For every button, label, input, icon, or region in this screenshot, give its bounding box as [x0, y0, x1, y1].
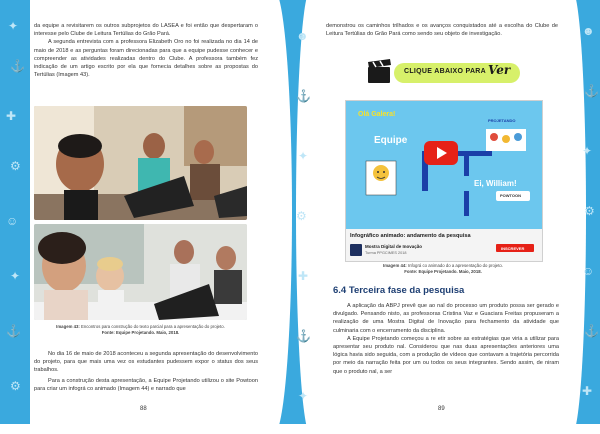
video-team-label: Equipe	[374, 135, 408, 146]
video-title[interactable]: Infográfico animado: andamento da pesquisa	[350, 233, 471, 239]
anchor-icon: ⚓	[296, 89, 311, 103]
video-embed[interactable]	[345, 100, 543, 262]
right-intro-text	[326, 22, 558, 38]
anchor-icon: ⚓	[584, 84, 599, 98]
puzzle-icon: ✚	[582, 384, 593, 398]
star-icon: ✦	[10, 269, 21, 283]
anchor-icon: ⚓	[10, 59, 25, 73]
subscribe-label: INSCREVER	[501, 245, 525, 251]
gear-icon: ⚙	[584, 204, 595, 218]
image-44-caption	[345, 263, 541, 274]
right-section-text	[333, 302, 559, 376]
photo-team-meeting-2-illustration	[34, 224, 247, 320]
video-ei-william: Ei, William!	[474, 179, 517, 188]
puzzle-icon: ✚	[6, 109, 17, 123]
left-page	[30, 0, 266, 424]
left-intro-text	[34, 22, 258, 79]
smile-icon: ☺	[6, 214, 19, 228]
anchor-icon: ⚓	[296, 329, 311, 343]
left-paragraph-2: A segunda entrevista com a professora Elizabeth Oro no foi realizada no dia 14 de maio de 2018 e as perguntas foram direcionadas para que a equipe pudesse conhecer e compreender as atividades realizadas dentro do Clube. A professora também fez indicação de um artigo escrito por ela que fornecia detalhes sobre as propostas do Tertúlias (Imagem 43).	[34, 39, 258, 79]
anchor-icon: ⚓	[584, 324, 599, 338]
image-43-caption-text: Encontros para construção do texto parcial para a apresentação do projeto.	[81, 324, 225, 329]
video-powtoon-label: POWTOON	[500, 193, 522, 198]
left-page-number: 88	[140, 406, 147, 412]
star-icon: ✦	[298, 389, 309, 403]
video-channel-sub: Turma PPGCIMES 2018	[365, 251, 407, 255]
star-icon: ✦	[8, 19, 19, 33]
gear-icon: ⚙	[10, 159, 21, 173]
photo-team-meeting-1	[34, 106, 247, 220]
banner-label: CLIQUE ABAIXO PARA	[404, 68, 487, 75]
right-paragraph-3: A Equipe Projetando começou a re etir sobre as estratégias que viria a utilizar para apresentar seu produto nal. Considerou que nas duas apresentações anteriores uma lógica havia sido seguida, com a produção de vídeos que contavam a trajetória percorrida por meio da narração feita por um ou todos os seus integrantes. Sendo assim, de niram que o produto nal, a ser	[333, 335, 559, 375]
image-43-caption	[34, 324, 247, 335]
left-paragraph-1: da equipe a revisitarem os outros subprojetos do LASEA e foi então que despertaram o interesse pelo Clube de Leitura Tertúlias do Grão Pará.	[34, 23, 258, 38]
photo-team-meeting-1-illustration	[34, 106, 247, 220]
right-paragraph-2: A aplicação da ABPJ prevê que ao nal do processo um produto possa ser gerado e divulgado. Pensando nisto, as professoras Cristina Vaz e Guaciara Freitas propuseram a realização de uma Mostra Digital de Inovação para fechamento da atividade que culminaria com o encerramento da disciplina.	[333, 303, 559, 334]
video-greeting: Olá Galera!	[358, 111, 396, 118]
video-thumbnail[interactable]	[346, 101, 542, 229]
banner-word: Ver	[488, 63, 511, 77]
image-43-caption-source: Fonte: Equipe Projetando. Maio, 2018.	[101, 329, 180, 335]
photo-team-meeting-2	[34, 224, 247, 320]
right-paragraph-1: demonstrou os caminhos trilhados e os avanços conquistados até a escolha do Clube de Leitura Tertúlias do Grão Pará como sendo seu objeto de investigação.	[326, 23, 558, 38]
star-icon: ✦	[298, 149, 309, 163]
puzzle-icon: ✚	[298, 269, 309, 283]
anchor-icon: ⚓	[6, 324, 21, 338]
video-info-bar	[346, 229, 542, 261]
click-to-view-banner[interactable]	[366, 59, 522, 87]
smile-icon: ☺	[582, 264, 595, 278]
left-paragraph-3: No dia 16 de maio de 2018 aconteceu a segunda apresentação do desenvolvimento do projeto, para que mais uma vez os estudantes pudessem expor o status dos seus trabalhos.	[34, 351, 258, 374]
video-channel-name[interactable]: Mostra Digital de Inovação	[365, 244, 423, 249]
people-icon: ☻	[582, 24, 595, 38]
video-projetando-label: PROJETANDO	[488, 118, 516, 123]
left-closing-text	[34, 350, 258, 393]
image-44-caption-label: Imagem 44:	[383, 263, 407, 268]
section-title: 6.4 Terceira fase da pesquisa	[333, 285, 465, 296]
image-44-caption-source: Fonte: Equipe Projetando. Maio, 2018.	[404, 268, 482, 274]
people-icon: ☻	[296, 29, 309, 43]
left-paragraph-4: Para a construção desta apresentação, a Equipe Projetando utilizou o site Powtoon para criar um infográ co animado (Imagem 44) e narrado que	[34, 377, 258, 392]
star-icon: ✦	[582, 144, 593, 158]
gear-icon: ⚙	[10, 379, 21, 393]
channel-avatar[interactable]	[350, 244, 362, 256]
image-44-caption-text: Infográ co animado do a apresentação do projeto.	[407, 263, 503, 268]
image-43-caption-label: Imagem 43:	[56, 324, 80, 329]
right-page-number: 89	[438, 406, 445, 412]
gear-icon: ⚙	[296, 209, 307, 223]
